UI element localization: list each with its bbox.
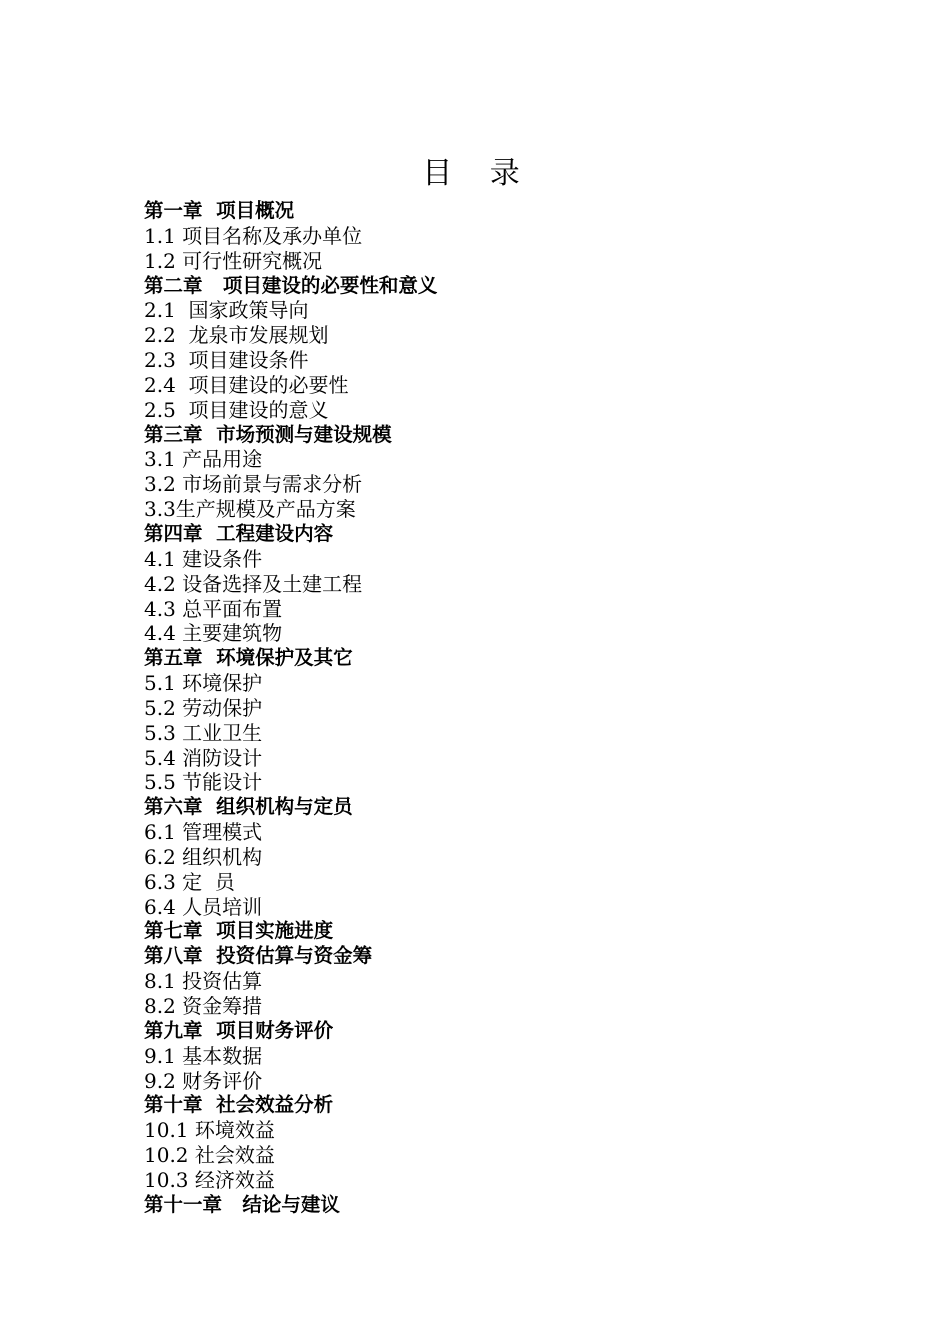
toc-section-item: 8.1 投资估算 — [144, 969, 263, 994]
toc-chapter-heading: 第十章 社会效益分析 — [144, 1093, 334, 1117]
table-of-contents — [144, 199, 844, 1218]
toc-section-item: 3.2 市场前景与需求分析 — [144, 472, 363, 497]
toc-section-item: 9.1 基本数据 — [144, 1043, 263, 1068]
toc-section-item: 4.3 总平面布置 — [144, 596, 283, 621]
toc-section-item: 2.5 项目建设的意义 — [144, 397, 329, 422]
toc-section-item: 5.4 消防设计 — [144, 745, 263, 770]
toc-section-item: 5.5 节能设计 — [144, 770, 263, 795]
toc-chapter-heading: 第一章 项目概况 — [144, 199, 295, 222]
toc-chapter-heading: 第九章 项目财务评价 — [144, 1018, 334, 1042]
toc-section-item: 8.2 资金筹措 — [144, 994, 263, 1018]
toc-section-item: 5.1 环境保护 — [144, 671, 263, 696]
toc-chapter-heading: 第十一章 结论与建议 — [144, 1192, 340, 1216]
toc-chapter-heading: 第五章 环境保护及其它 — [144, 646, 353, 670]
toc-chapter-heading: 第六章 组织机构与定员 — [144, 795, 353, 819]
toc-section-item: 2.1 国家政策导向 — [144, 298, 309, 323]
toc-section-item: 10.2 社会效益 — [144, 1143, 275, 1168]
toc-chapter-heading: 第三章 市场预测与建设规模 — [144, 422, 392, 446]
toc-section-item: 10.1 环境效益 — [144, 1118, 275, 1143]
page-title: 目 录 — [422, 156, 534, 191]
toc-section-item: 5.3 工业卫生 — [144, 720, 263, 745]
toc-section-item: 3.1 产品用途 — [144, 447, 263, 472]
toc-chapter-heading: 第四章 工程建设内容 — [144, 521, 334, 545]
toc-chapter-heading: 第七章 项目实施进度 — [144, 919, 334, 943]
toc-section-item: 9.2 财务评价 — [144, 1068, 263, 1093]
toc-section-item: 10.3 经济效益 — [144, 1167, 275, 1192]
toc-section-item: 4.1 建设条件 — [144, 546, 263, 571]
toc-section-item: 1.1 项目名称及承办单位 — [144, 223, 363, 248]
toc-chapter-heading: 第二章 项目建设的必要性和意义 — [144, 273, 438, 297]
toc-section-item: 2.3 项目建设条件 — [144, 348, 309, 373]
toc-section-item: 3.3生产规模及产品方案 — [144, 497, 356, 522]
toc-section-item: 6.2 组织机构 — [144, 844, 263, 869]
toc-section-item: 6.1 管理模式 — [144, 820, 263, 845]
toc-section-item: 6.4 人员培训 — [144, 894, 263, 919]
toc-chapter-heading: 第八章 投资估算与资金筹 — [144, 944, 373, 968]
toc-section-item: 4.4 主要建筑物 — [144, 621, 283, 646]
toc-section-item: 6.3 定 员 — [144, 869, 235, 894]
toc-section-item: 1.2 可行性研究概况 — [144, 248, 323, 273]
toc-section-item: 2.2 龙泉市发展规划 — [144, 323, 329, 348]
toc-section-item: 5.2 劳动保护 — [144, 695, 263, 720]
toc-section-item: 4.2 设备选择及土建工程 — [144, 571, 363, 596]
toc-section-item: 2.4 项目建设的必要性 — [144, 372, 349, 397]
